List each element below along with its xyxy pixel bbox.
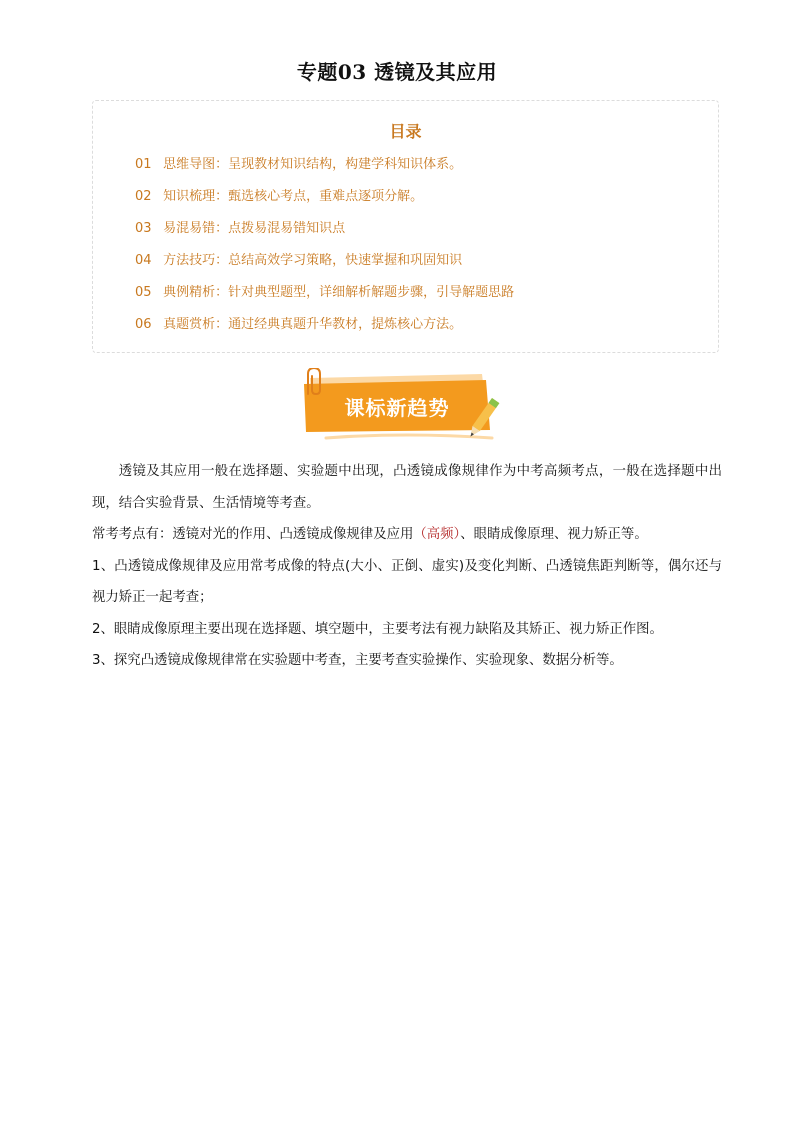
- toc-item-number: 05: [135, 285, 152, 300]
- toc-title: 目录: [389, 122, 422, 141]
- topics-prefix: 常考考点有：透镜对光的作用、凸透镜成像规律及应用: [92, 527, 414, 542]
- toc-item-text: 真题赏析：通过经典真题升华教材，提炼核心方法。: [163, 317, 463, 332]
- toc-item-number: 03: [135, 221, 152, 236]
- banner-swoosh: [326, 435, 492, 438]
- toc-item-number: 04: [135, 253, 152, 268]
- topics-paragraph: [92, 519, 722, 551]
- toc-item: [135, 283, 514, 315]
- toc-item-number: 06: [135, 317, 152, 332]
- content-body: [92, 456, 722, 677]
- toc-item-text: 知识梳理：甄选核心考点，重难点逐项分解。: [163, 189, 424, 204]
- intro-paragraph: 透镜及其应用一般在选择题、实验题中出现，凸透镜成像规律作为中考高频考点，一般在选择题中出现，结合实验背景、生活情境等考查。: [92, 464, 722, 511]
- toc-item-text: 典例精析：针对典型题型，详细解析解题步骤，引导解题思路: [163, 285, 515, 300]
- point-paragraph: 3、探究凸透镜成像规律常在实验题中考查，主要考查实验操作、实验现象、数据分析等。: [92, 653, 623, 668]
- point-paragraph: 2、眼睛成像原理主要出现在选择题、填空题中，主要考法有视力缺陷及其矫正、视力矫正作图。: [92, 621, 663, 637]
- toc-item: [135, 155, 514, 187]
- toc-item: [135, 219, 514, 251]
- toc-item-number: 02: [135, 189, 152, 204]
- topics-suffix: 、眼睛成像原理、视力矫正等。: [460, 527, 648, 542]
- toc-item-text: 思维导图：呈现教材知识结构，构建学科知识体系。: [163, 157, 463, 172]
- toc-item: [135, 187, 514, 219]
- table-of-contents: [92, 100, 719, 353]
- toc-item-text: 易混易错：点拨易混易错知识点: [163, 221, 346, 236]
- toc-item-number: 01: [135, 157, 152, 172]
- toc-item-text: 方法技巧：总结高效学习策略，快速掌握和巩固知识: [163, 253, 463, 268]
- page-title: 专题03 透镜及其应用: [296, 60, 498, 84]
- toc-item: [135, 251, 514, 283]
- point-paragraph: 1、凸透镜成像规律及应用常考成像的特点(大小、正倒、虚实)及变化判断、凸透镜焦距判断等，偶尔还与视力矫正一起考查；: [92, 558, 722, 605]
- banner-label: 课标新趋势: [344, 396, 450, 420]
- toc-list: [135, 155, 514, 347]
- topics-highlight: （高频）: [413, 527, 461, 542]
- toc-item: [135, 315, 514, 347]
- section-banner: [296, 368, 526, 450]
